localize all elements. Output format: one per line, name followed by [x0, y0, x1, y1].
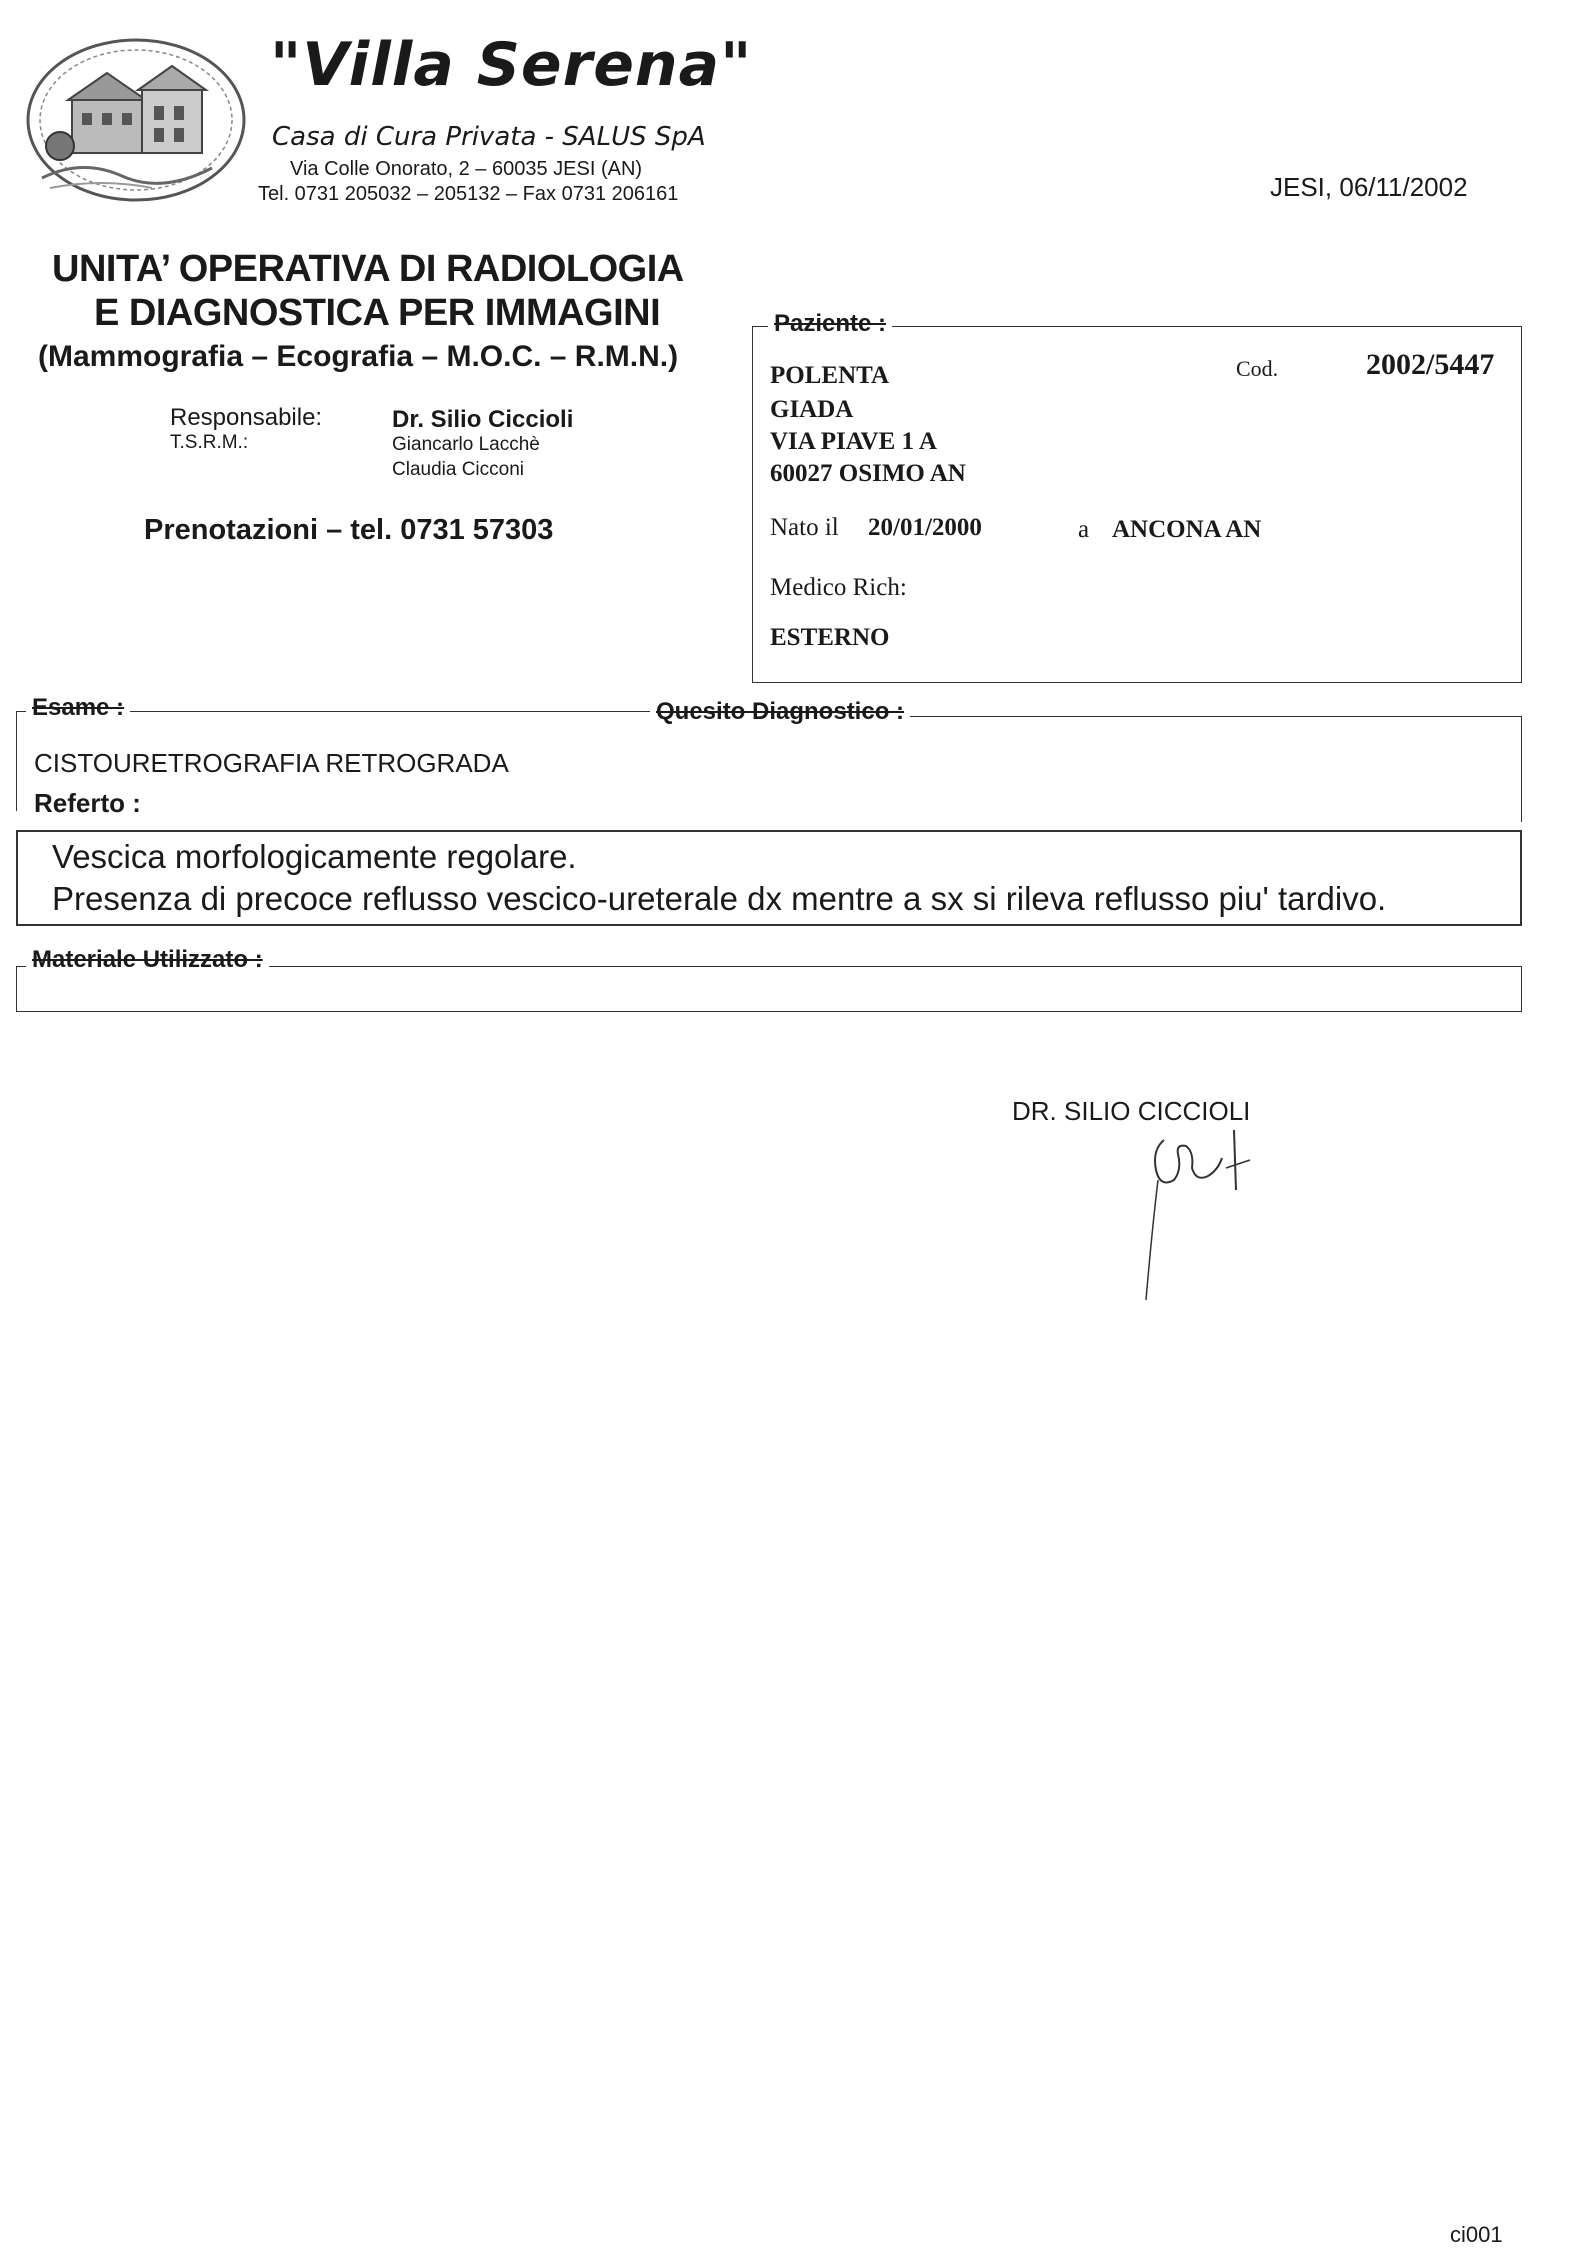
quesito-legend: Quesito Diagnostico : — [650, 698, 910, 726]
tsrm-label: T.S.R.M.: — [170, 432, 249, 453]
unit-title-line2: E DIAGNOSTICA PER IMMAGINI — [94, 292, 661, 334]
clinic-subtitle: Casa di Cura Privata - SALUS SpA — [272, 122, 706, 152]
tsrm-name: Claudia Cicconi — [392, 459, 525, 480]
patient-code-value: 2002/5447 — [1366, 348, 1495, 381]
responsabile-label: Responsabile: — [170, 404, 323, 431]
exam-left-line — [16, 711, 17, 811]
unit-title-line1: UNITA’ OPERATIVA DI RADIOLOGIA — [52, 248, 684, 290]
birth-date-value: 20/01/2000 — [868, 514, 982, 541]
report-text-line: Presenza di precoce reflusso vescico-ureterale dx mentre a sx si rileva reflusso piu' tardivo. — [52, 880, 1387, 917]
report-date: JESI, 06/11/2002 — [1270, 172, 1468, 202]
report-label: Referto : — [34, 788, 141, 818]
patient-city: 60027 OSIMO AN — [770, 460, 966, 487]
requesting-doctor-label: Medico Rich: — [770, 574, 907, 601]
exam-legend: Esame : — [26, 694, 130, 722]
birth-place-value: ANCONA AN — [1112, 516, 1262, 543]
patient-name: GIADA — [770, 396, 854, 423]
birth-date-label: Nato il — [770, 514, 839, 541]
handwritten-signature — [1130, 1110, 1270, 1310]
clinic-name: "Villa Serena" — [270, 30, 753, 100]
booking-phone: Prenotazioni – tel. 0731 57303 — [144, 514, 554, 546]
materials-legend: Materiale Utilizzato : — [26, 946, 269, 974]
footer-code: ci001 — [1450, 2222, 1503, 2247]
clinic-address: Via Colle Onorato, 2 – 60035 JESI (AN) — [290, 158, 643, 180]
patient-street: VIA PIAVE 1 A — [770, 428, 937, 455]
exam-value: CISTOURETROGRAFIA RETROGRADA — [34, 748, 509, 778]
unit-services: (Mammografia – Ecografia – M.O.C. – R.M.N.) — [38, 340, 679, 373]
tsrm-name: Giancarlo Lacchè — [392, 434, 540, 455]
patient-surname: POLENTA — [770, 362, 889, 389]
exam-right-line — [1521, 716, 1522, 822]
responsabile-name: Dr. Silio Ciccioli — [392, 406, 574, 433]
clinic-phones: Tel. 0731 205032 – 205132 – Fax 0731 206161 — [258, 183, 679, 205]
requesting-doctor-value: ESTERNO — [770, 624, 890, 651]
birth-place-label: a — [1078, 516, 1090, 543]
signing-doctor: DR. SILIO CICCIOLI — [1012, 1096, 1251, 1126]
clinic-logo — [22, 28, 250, 206]
patient-code-label: Cod. — [1236, 356, 1279, 381]
report-text-line: Vescica morfologicamente regolare. — [52, 838, 577, 875]
patient-legend: Paziente : — [768, 310, 892, 338]
